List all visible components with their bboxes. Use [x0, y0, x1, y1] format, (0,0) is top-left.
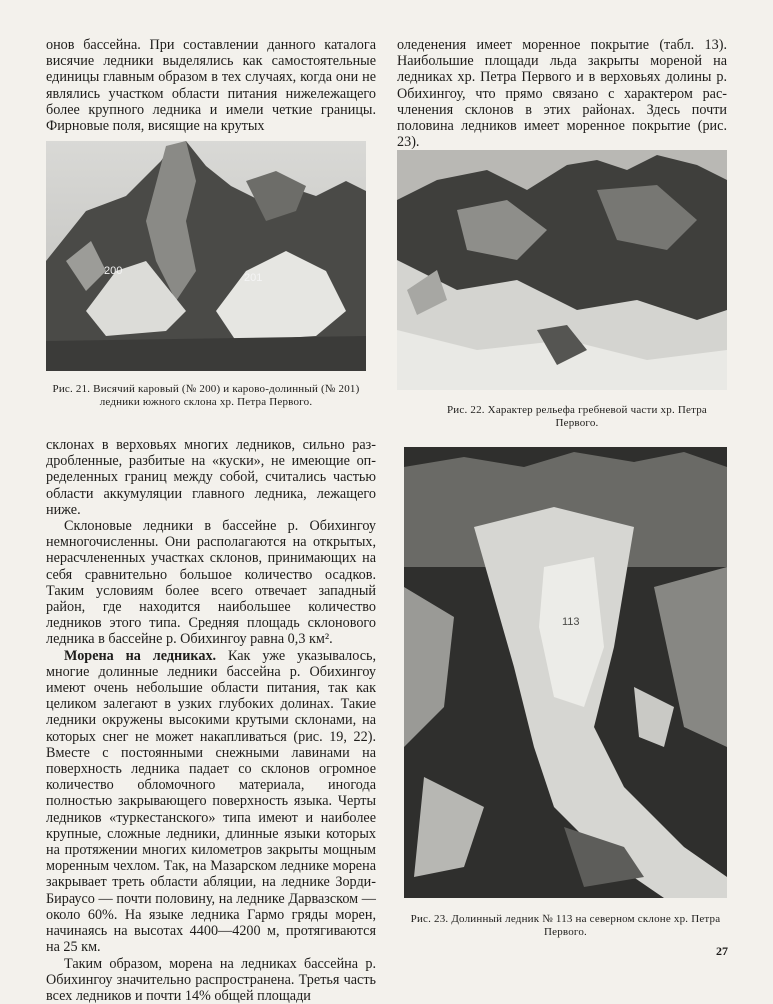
figure-23-photo — [404, 447, 727, 898]
paragraph: онов бассейна. При составлении данного каталога висячие ледники выделялись как самостоятельные единицы главным образом в тех случаях, когда они не являлись участком области питания нижележащего более крупного ледника и имели четкие границы. Фирновые поля, висящие на крутых — [46, 37, 376, 134]
page-number: 27 — [716, 944, 728, 959]
paragraph — [46, 648, 376, 956]
figure-22-photo — [397, 150, 727, 390]
paragraph: склонах в верховьях многих ледников, сильно раздробленные, разбитые на «куски», не имеющие определенных границ между собой, считались частью области аккумуляции главного ледника, лежащего ниже. — [46, 437, 376, 518]
left-column-bottom — [46, 437, 376, 1004]
paragraph: оледенения имеет моренное покрытие (табл. 13). Наибольшие площади льда закрыты мореной на ледниках хр. Петра Первого и в верховьях долины р. Обихингоу, что прямо связано с характером расчленения склонов в этих районах. Здесь почти половина ледников имеет моренное покрытие (рис. 23). — [397, 37, 727, 150]
figure-23-caption: Рис. 23. Долинный ледник № 113 на северном склоне хр. Петра Первого. — [404, 913, 727, 939]
figure-23-label-113: 113 — [562, 616, 580, 628]
paragraph: Таким образом, морена на ледниках бассейна р. Обихингоу значительно распространена. Третья часть всех ледников и почти 14% общей площади — [46, 956, 376, 1004]
figure-21-label-201: 201 — [244, 272, 262, 284]
left-column-top — [46, 37, 376, 134]
figure-21-photo — [46, 141, 366, 371]
paragraph-text: Как уже указывалось, многие долинные ледники бассейна р. Обихингоу имеют очень небольшие области питания, так как целиком залегают в узких глубоких долинах. Такие ледники окружены высокими крутыми склонами, на которых снег не может накапливаться (рис. 19, 22). Вместе с постоянными снежными лавинами на поверхность ледника падает со склонов огромное количество обломочного материала, иногода полностью закрывающего поверхность языка. Черты ледников «туркестанского» типа имеют и наиболее крупные, сложные ледники, длинные языки которых на протяжении многих километров закрыты мощным моренным чехлом. Так, на Мазарском леднике морена закрывает треть области абляции, на леднике Зорди-Бираусо — почти половину, на леднике Дарвазском — около 60%. На языке ледника Гармо гряды морен, начинаясь на высотах 4400—4200 м, протягиваются на 25 км. — [46, 648, 376, 956]
section-heading: Морена на ледниках. — [64, 648, 216, 664]
figure-22-caption: Рис. 22. Характер рельефа гребневой части хр. Петра Первого. — [427, 404, 727, 430]
figure-21-caption: Рис. 21. Висячий каровый (№ 200) и карово-долинный (№ 201) ледники южного склона хр. Петра Первого. — [46, 383, 366, 409]
figure-21-label-200: 200 — [104, 265, 122, 277]
right-column-top — [397, 37, 727, 150]
paragraph: Склоновые ледники в бассейне р. Обихингоу немногочисленны. Они располагаются на открытых, нерасчлененных участках склонов, принимающих на себя сравнительно большое количество осадков. Таким условиям более всего отвечает западный район, где находится наибольшее количество ледников этого типа. Средняя площадь склонового ледника в бассейне р. Обихингоу равна 0,3 км². — [46, 518, 376, 648]
